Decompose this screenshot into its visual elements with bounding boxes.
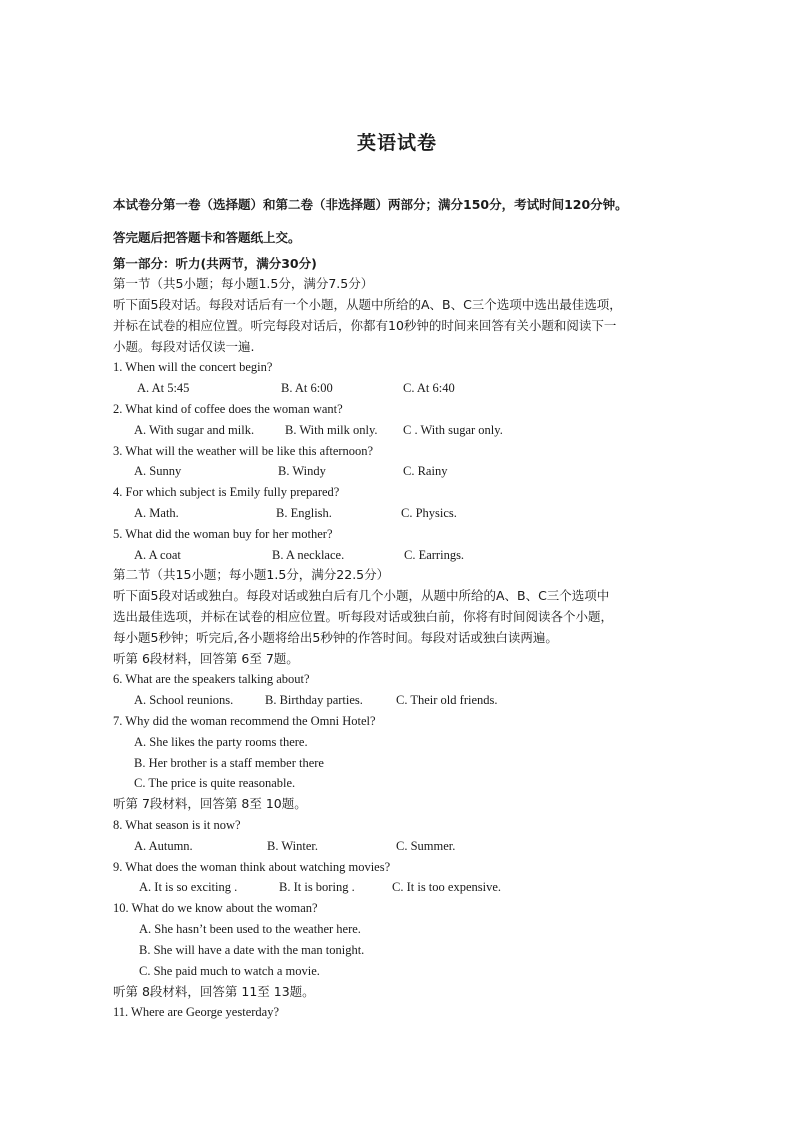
q1-option-b: B. At 6:00: [281, 381, 333, 395]
q7-option-a: A. She likes the party rooms there.: [134, 735, 308, 749]
part1-heading: 第一部分：听力(共两节，满分30分): [113, 256, 317, 271]
question-5: 5. What did the woman buy for her mother?: [113, 527, 333, 541]
sec2-heading: 第二节（共15小题；每小题1.5分，满分22.5分）: [113, 567, 390, 582]
question-11: 11. Where are George yesterday?: [113, 1005, 280, 1019]
sec1-heading: 第一节（共5小题；每小题1.5分，满分7.5分）: [113, 276, 374, 291]
question-10: 10. What do we know about the woman?: [113, 901, 318, 915]
q8-option-a: A. Autumn.: [134, 839, 193, 853]
q9-option-a: A. It is so exciting .: [139, 880, 238, 894]
question-1: 1. When will the concert begin?: [113, 360, 273, 374]
q10-option-b: B. She will have a date with the man tonight.: [139, 943, 365, 957]
page-title: 英语试卷: [356, 132, 437, 154]
q5-option-c: C. Earrings.: [404, 548, 465, 562]
q6-option-b: B. Birthday parties.: [265, 693, 363, 707]
material-7-heading: 听第 7段材料，回答第 8至 10题。: [113, 796, 307, 811]
sec1-instr-1: 听下面5段对话。每段对话后有一个小题，从题中所给的A、B、C三个选项中选出最佳选项，: [113, 297, 622, 312]
question-8: 8. What season is it now?: [113, 818, 241, 832]
sec1-instr-3: 小题。每段对话仅读一遍.: [113, 339, 255, 354]
q8-option-c: C. Summer.: [396, 839, 456, 853]
q3-option-c: C. Rainy: [403, 464, 448, 478]
q3-option-b: B. Windy: [278, 464, 326, 478]
q9-option-c: C. It is too expensive.: [392, 880, 502, 894]
q2-option-c: C . With sugar only.: [403, 423, 503, 437]
q4-option-c: C. Physics.: [401, 506, 457, 520]
sec2-instr-2: 选出最佳选项，并标在试卷的相应位置。听每段对话或独白前，你将有时间阅读各个小题，: [113, 609, 614, 624]
question-3: 3. What will the weather will be like this afternoon?: [113, 444, 374, 458]
q4-option-a: A. Math.: [134, 506, 179, 520]
q5-option-a: A. A coat: [134, 548, 181, 562]
sec2-instr-3: 每小题5秒钟；听完后,各小题将给出5秒钟的作答时间。每段对话或独白读两遍。: [113, 630, 558, 645]
q7-option-c: C. The price is quite reasonable.: [134, 776, 296, 790]
q10-option-c: C. She paid much to watch a movie.: [139, 964, 320, 978]
q2-option-b: B. With milk only.: [285, 423, 378, 437]
intro-line-2: 答完题后把答题卡和答题纸上交。: [113, 230, 301, 245]
question-7: 7. Why did the woman recommend the Omni Hotel?: [113, 714, 376, 728]
q6-option-a: A. School reunions.: [134, 693, 234, 707]
q6-option-c: C. Their old friends.: [396, 693, 498, 707]
q2-option-a: A. With sugar and milk.: [134, 423, 255, 437]
q1-option-a: A. At 5:45: [137, 381, 190, 395]
material-6-heading: 听第 6段材料，回答第 6至 7题。: [113, 651, 299, 666]
q1-option-c: C. At 6:40: [403, 381, 455, 395]
question-9: 9. What does the woman think about watching movies?: [113, 860, 391, 874]
q4-option-b: B. English.: [276, 506, 332, 520]
q7-option-b: B. Her brother is a staff member there: [134, 756, 324, 770]
intro-line-1: 本试卷分第一卷（选择题）和第二卷（非选择题）两部分；满分150分，考试时间120分钟。: [113, 197, 628, 212]
sec1-instr-2: 并标在试卷的相应位置。听完每段对话后，你都有10秒钟的时间来回答有关小题和阅读下一: [113, 318, 617, 333]
question-4: 4. For which subject is Emily fully prepared?: [113, 485, 340, 499]
sec2-instr-1: 听下面5段对话或独白。每段对话或独白后有几个小题，从题中所给的A、B、C三个选项中: [113, 588, 610, 603]
q8-option-b: B. Winter.: [267, 839, 319, 853]
question-6: 6. What are the speakers talking about?: [113, 672, 310, 686]
q3-option-a: A. Sunny: [134, 464, 182, 478]
material-8-heading: 听第 8段材料，回答第 11至 13题。: [113, 984, 315, 999]
question-2: 2. What kind of coffee does the woman want?: [113, 402, 343, 416]
q9-option-b: B. It is boring .: [279, 880, 355, 894]
q5-option-b: B. A necklace.: [272, 548, 345, 562]
q10-option-a: A. She hasn’t been used to the weather here.: [139, 922, 361, 936]
